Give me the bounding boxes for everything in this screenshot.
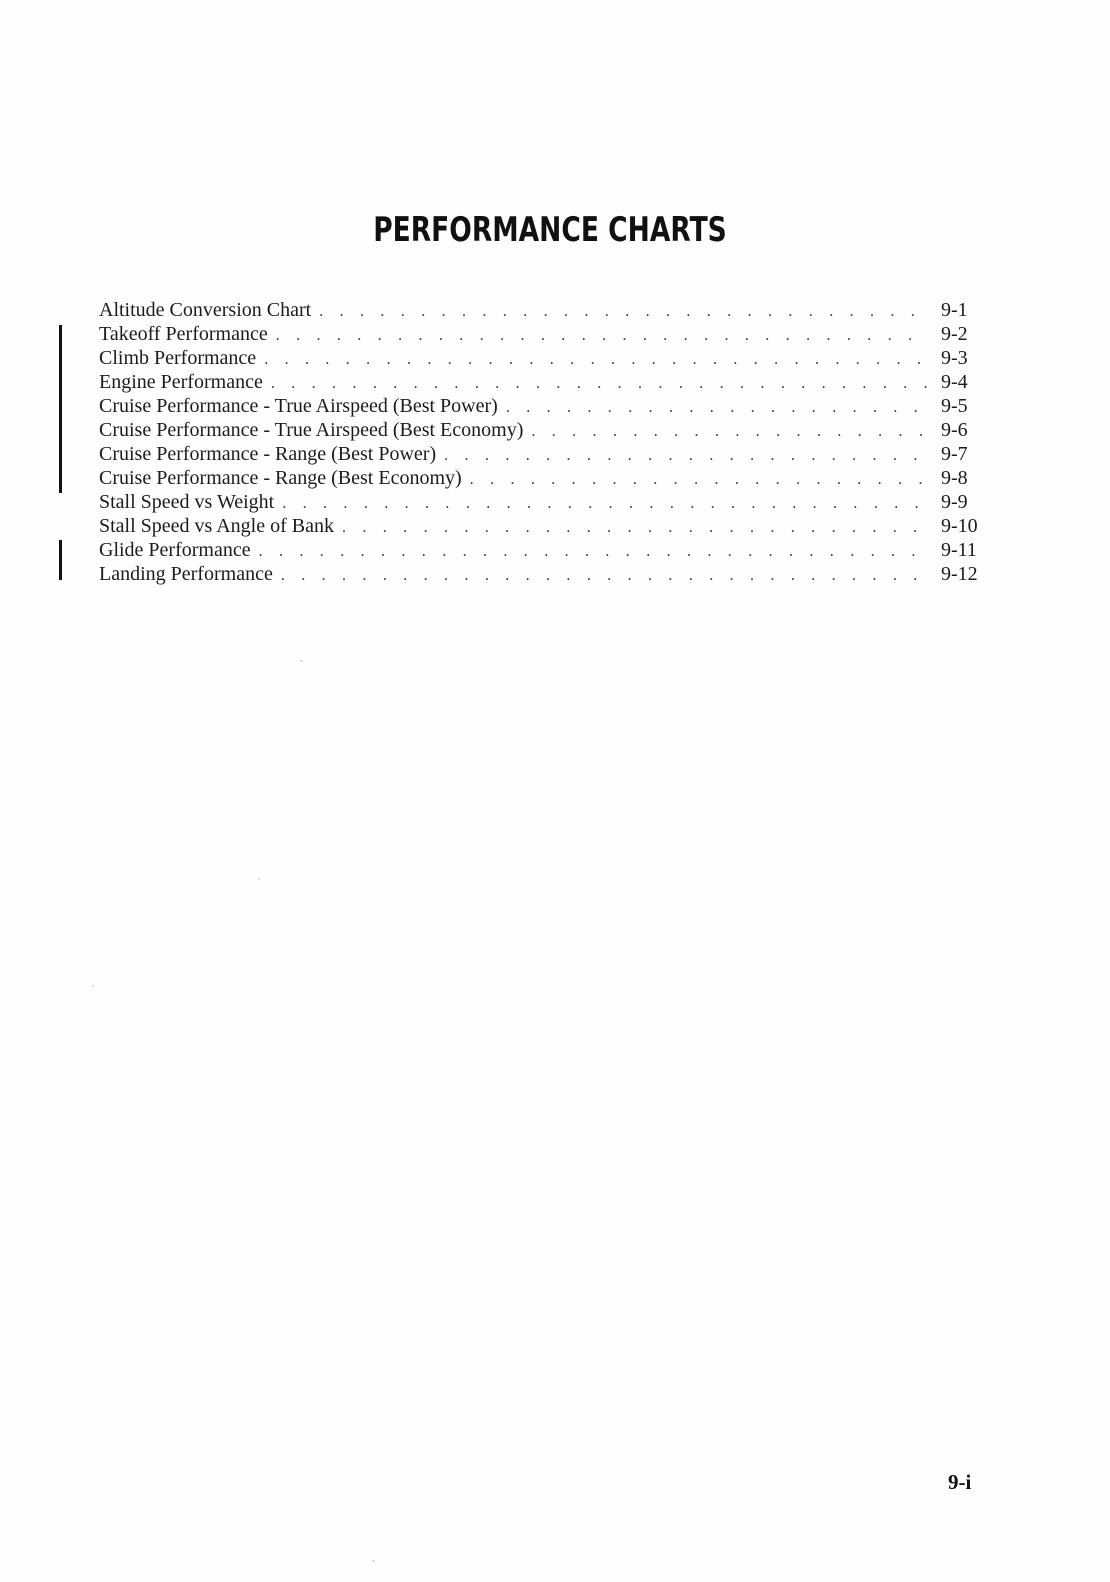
toc-leader-dots — [531, 420, 927, 444]
toc-entry-label: Cruise Performance - True Airspeed (Best Power) — [99, 395, 498, 417]
toc-leader-dots — [319, 300, 927, 324]
toc-leader-dots — [342, 516, 927, 540]
scan-speck — [372, 1560, 375, 1562]
toc-entry-label: Stall Speed vs Weight — [99, 491, 275, 513]
toc-entry-page: 9-11 — [941, 539, 977, 561]
toc-entry — [99, 490, 999, 514]
toc-entry — [99, 370, 999, 394]
revision-change-bar — [59, 325, 62, 493]
page-title: PERFORMANCE CHARTS — [373, 210, 727, 250]
toc-leader-dots — [259, 540, 927, 564]
toc-entry — [99, 346, 999, 370]
toc-entry-page: 9-10 — [941, 515, 978, 537]
toc-leader-dots — [470, 468, 927, 492]
toc-entry — [99, 466, 999, 490]
toc-entry-label: Landing Performance — [99, 563, 273, 585]
toc-entry-page: 9-7 — [941, 443, 968, 465]
toc-entry-label: Takeoff Performance — [99, 323, 268, 345]
toc-entry-label: Altitude Conversion Chart — [99, 299, 312, 321]
toc-entry — [99, 538, 999, 562]
toc-entry-page: 9-12 — [941, 563, 978, 585]
toc-entry-page: 9-5 — [941, 395, 968, 417]
scan-speck — [300, 660, 303, 662]
toc-leader-dots — [271, 372, 927, 396]
toc-leader-dots — [444, 444, 927, 468]
revision-change-bar — [59, 540, 62, 580]
toc-entry-page: 9-6 — [941, 419, 968, 441]
toc-entry-label: Climb Performance — [99, 347, 257, 369]
page-number: 9-i — [948, 1470, 972, 1494]
toc-leader-dots — [282, 492, 927, 516]
toc-entry-label: Glide Performance — [99, 539, 251, 561]
toc-entry — [99, 298, 999, 322]
toc-entry-page: 9-3 — [941, 347, 968, 369]
scan-speck — [92, 985, 94, 987]
toc-entry — [99, 322, 999, 346]
toc-leader-dots — [276, 324, 927, 348]
toc-leader-dots — [264, 348, 927, 372]
scan-speck — [258, 878, 260, 880]
toc-entry-page: 9-8 — [941, 467, 968, 489]
toc-entry-label: Cruise Performance - True Airspeed (Best Economy) — [99, 419, 524, 441]
toc-entry — [99, 394, 999, 418]
toc-leader-dots — [281, 564, 927, 588]
toc-entry — [99, 442, 999, 466]
toc-entry-page: 9-9 — [941, 491, 968, 513]
toc-entry-label: Cruise Performance - Range (Best Power) — [99, 443, 437, 465]
toc-entry-label: Cruise Performance - Range (Best Economy) — [99, 467, 462, 489]
table-of-contents — [99, 298, 999, 586]
toc-entry — [99, 562, 999, 586]
toc-entry-page: 9-1 — [941, 299, 968, 321]
toc-entry — [99, 418, 999, 442]
toc-entry-page: 9-4 — [941, 371, 968, 393]
toc-entry-label: Stall Speed vs Angle of Bank — [99, 515, 334, 537]
toc-entry-label: Engine Performance — [99, 371, 263, 393]
toc-entry-page: 9-2 — [941, 323, 968, 345]
toc-leader-dots — [506, 396, 927, 420]
toc-entry — [99, 514, 999, 538]
